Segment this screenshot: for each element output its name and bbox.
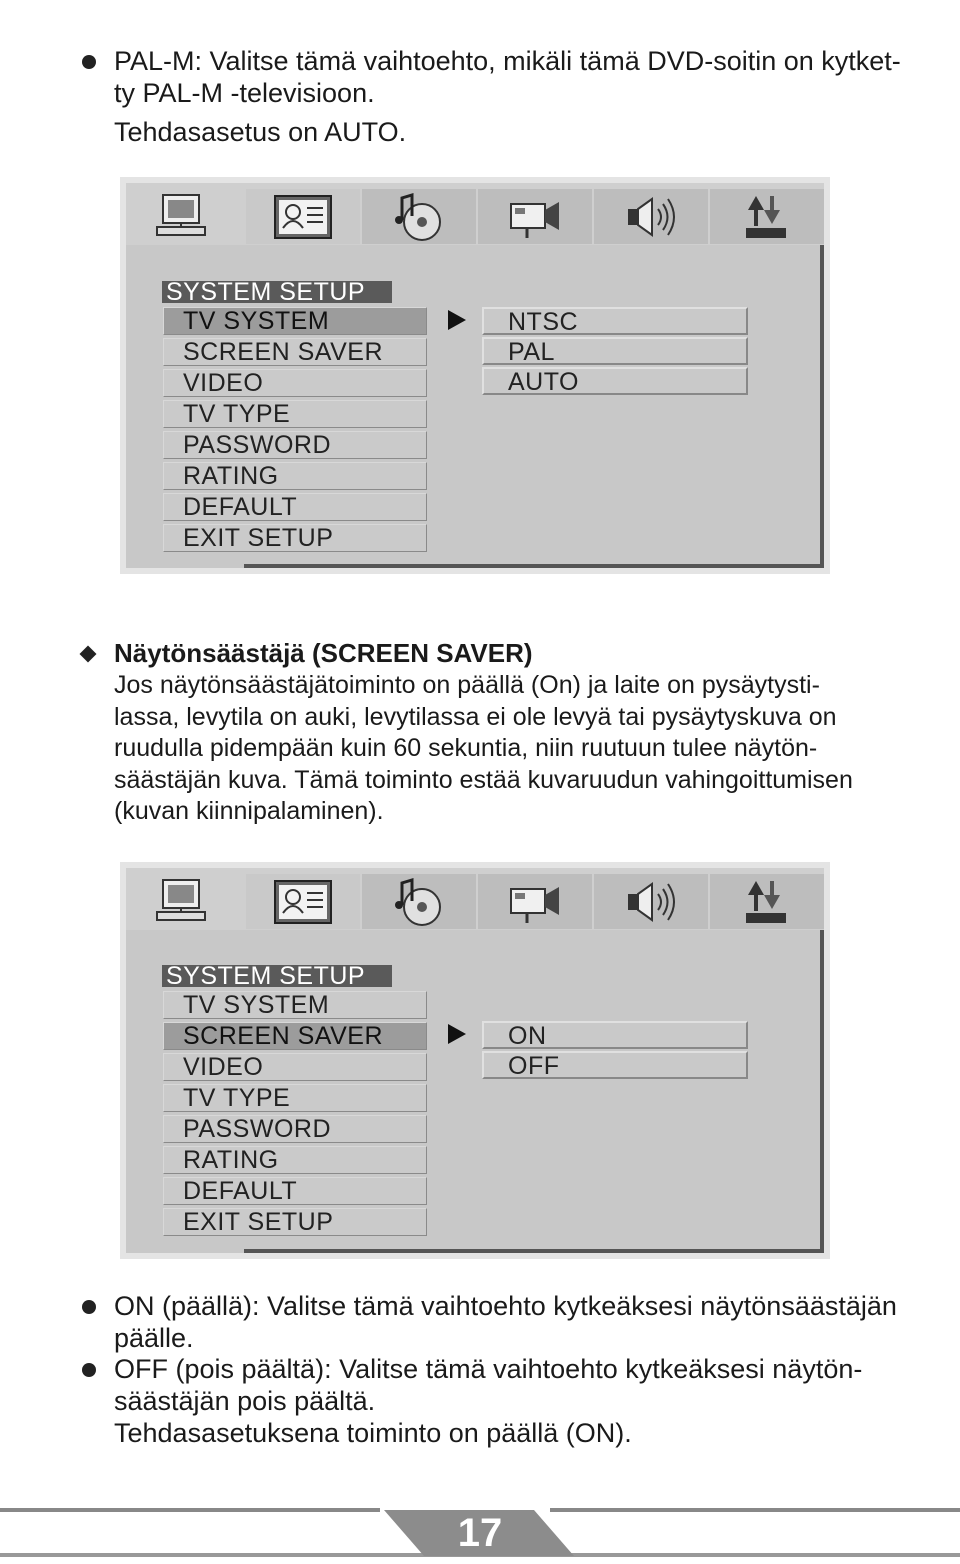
- audio-disc-icon: [392, 875, 446, 929]
- factory-on-text: Tehdasasetuksena toiminto on päällä (ON).: [114, 1418, 632, 1448]
- tab-speaker[interactable]: [594, 189, 708, 244]
- speaker-icon: [624, 878, 678, 926]
- osd-tab-bar: [126, 868, 824, 930]
- osd-options: [482, 1021, 748, 1081]
- menu-item-tv-type[interactable]: TV TYPE: [163, 1084, 427, 1112]
- menu-item-default[interactable]: DEFAULT: [163, 1177, 427, 1205]
- speaker-icon: [624, 193, 678, 241]
- pal-m-text-line2: ty PAL-M -televisioon.: [114, 78, 375, 108]
- bullet-icon: [82, 1300, 96, 1314]
- screensaver-line: lassa, levytila on auki, levytilassa ei ole levyä tai pysäytyskuva on: [114, 702, 837, 731]
- osd-tab-bar: [126, 183, 824, 245]
- off-text-line2: säästäjän pois päältä.: [114, 1386, 376, 1416]
- menu-item-rating[interactable]: RATING: [163, 1146, 427, 1174]
- osd-title: SYSTEM SETUP: [162, 965, 392, 987]
- menu-item-exit-setup[interactable]: EXIT SETUP: [163, 524, 427, 552]
- arrows-icon: [742, 877, 792, 927]
- tab-audio-disc[interactable]: [362, 189, 476, 244]
- factory-default-text: Tehdasasetus on AUTO.: [114, 117, 407, 147]
- tab-monitor[interactable]: [126, 874, 240, 929]
- audio-disc-icon: [392, 190, 446, 244]
- arrows-icon: [742, 192, 792, 242]
- tab-arrows[interactable]: [710, 874, 824, 929]
- osd-menu: [163, 991, 427, 1239]
- tab-speaker[interactable]: [594, 874, 708, 929]
- menu-item-tv-system[interactable]: TV SYSTEM: [163, 307, 427, 335]
- monitor-icon: [153, 876, 213, 928]
- tab-arrows[interactable]: [710, 189, 824, 244]
- screensaver-line: (kuvan kiinnipalaminen).: [114, 797, 384, 825]
- menu-item-video[interactable]: VIDEO: [163, 1053, 427, 1081]
- tab-audio-disc[interactable]: [362, 874, 476, 929]
- option-pal[interactable]: PAL: [482, 337, 748, 365]
- bullet-icon: [82, 55, 96, 69]
- option-on[interactable]: ON: [482, 1021, 748, 1049]
- osd-panel-screen-saver: [120, 862, 830, 1259]
- footer-divider-right: [550, 1508, 960, 1512]
- system-page-icon: [273, 879, 333, 925]
- osd-panel-tv-system: [120, 177, 830, 574]
- screensaver-line: ruudulla pidempään kuin 60 sekuntia, niin ruutuun tulee näytön-: [114, 734, 818, 762]
- diamond-bullet-icon: [80, 646, 97, 663]
- on-text-line2: päälle.: [114, 1323, 194, 1353]
- menu-item-video[interactable]: VIDEO: [163, 369, 427, 397]
- menu-item-screen-saver[interactable]: SCREEN SAVER: [163, 1022, 427, 1050]
- osd-options: [482, 307, 748, 397]
- menu-item-default[interactable]: DEFAULT: [163, 493, 427, 521]
- menu-item-tv-system[interactable]: TV SYSTEM: [163, 991, 427, 1019]
- option-off[interactable]: OFF: [482, 1051, 748, 1079]
- selection-arrow-icon: [448, 310, 466, 330]
- screensaver-description: [114, 670, 959, 828]
- page-number: 17: [457, 1511, 503, 1555]
- option-ntsc[interactable]: NTSC: [482, 307, 748, 335]
- osd-title: SYSTEM SETUP: [162, 281, 392, 303]
- on-text-line1: ON (päällä): Valitse tämä vaihtoehto kytkeäksesi näytönsäästäjän: [114, 1291, 897, 1321]
- tab-camera[interactable]: [478, 189, 592, 244]
- menu-item-password[interactable]: PASSWORD: [163, 1115, 427, 1143]
- screensaver-line: säästäjän kuva. Tämä toiminto estää kuvaruudun vahingoittumisen: [114, 765, 853, 794]
- off-text-line1: OFF (pois päältä): Valitse tämä vaihtoehto kytkeäksesi näytön-: [114, 1354, 863, 1384]
- camera-icon: [505, 877, 565, 927]
- footer-divider-top: [0, 1508, 380, 1512]
- screensaver-line: Jos näytönsäästäjätoiminto on päällä (On) ja laite on pysäytysti-: [114, 671, 820, 699]
- osd-menu: [163, 307, 427, 555]
- menu-item-tv-type[interactable]: TV TYPE: [163, 400, 427, 428]
- menu-item-rating[interactable]: RATING: [163, 462, 427, 490]
- menu-item-exit-setup[interactable]: EXIT SETUP: [163, 1208, 427, 1236]
- camera-icon: [505, 192, 565, 242]
- menu-item-password[interactable]: PASSWORD: [163, 431, 427, 459]
- bullet-icon: [82, 1363, 96, 1377]
- selection-arrow-icon: [448, 1024, 466, 1044]
- menu-item-screen-saver[interactable]: SCREEN SAVER: [163, 338, 427, 366]
- tab-monitor[interactable]: [126, 189, 240, 244]
- monitor-icon: [153, 191, 213, 243]
- system-page-icon: [273, 194, 333, 240]
- tab-system[interactable]: [246, 189, 360, 244]
- screensaver-heading: Näytönsäästäjä (SCREEN SAVER): [114, 638, 533, 668]
- tab-system[interactable]: [246, 874, 360, 929]
- pal-m-text-line1: PAL-M: Valitse tämä vaihtoehto, mikäli tämä DVD-soitin on kytket-: [114, 46, 901, 76]
- tab-camera[interactable]: [478, 874, 592, 929]
- option-auto[interactable]: AUTO: [482, 367, 748, 395]
